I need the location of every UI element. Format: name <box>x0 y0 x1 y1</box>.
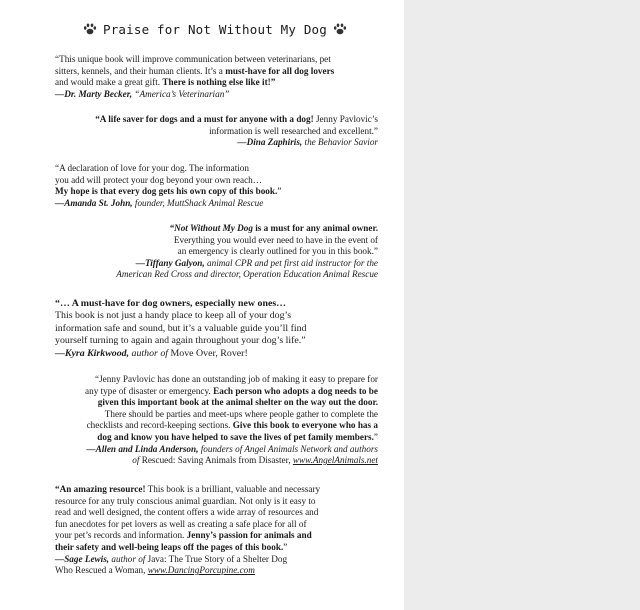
quote-line: an emergency is clearly outlined for you in this book.” <box>177 246 378 257</box>
quote-line: ” <box>277 186 282 197</box>
testimonial-galyon <box>116 223 378 281</box>
quote-line: resource for any truly conscious animal guardian. Not only is it easy to <box>55 495 316 506</box>
quote-emphasis: “… A must-have for dog owners, especially new ones… <box>55 298 287 309</box>
testimonial-becker <box>55 54 334 100</box>
quote-line: read and well designed, the content offers a wide array of resources and <box>55 507 319 518</box>
quote-line: There should be parties and meet-ups where people gather to complete the <box>104 408 378 419</box>
quote-line: ” <box>283 541 288 552</box>
paw-print-icon <box>83 23 97 35</box>
quote-line: checklists and record-keeping sections. <box>86 420 233 431</box>
book-title: Who Rescued a Woman, <box>55 565 146 576</box>
author-name: —Dr. Marty Becker, <box>55 88 133 99</box>
author-role: author of <box>109 553 146 564</box>
website-link[interactable]: www.AngelAnimals.net <box>292 455 378 466</box>
quote-emphasis: dog and know you have helped to save the lives of pet family members. <box>97 431 374 442</box>
book-title: “Not Without My Dog <box>169 223 253 233</box>
quote-line: “This unique book will improve communication between veterinarians, pet <box>55 54 331 64</box>
quote-emphasis: My hope is that every dog gets his own copy of this book. <box>55 186 278 197</box>
quote-line: yourself turning to again and again throughout your dog’s life.” <box>55 335 306 347</box>
testimonial-zaphiris <box>95 114 378 149</box>
author-name: —Sage Lewis, <box>55 553 110 564</box>
author-role: founder, MuttShack Animal Rescue <box>132 197 264 208</box>
quote-line: your pet’s records and information. <box>55 530 187 541</box>
quote-emphasis: Each person who adopts a dog needs to be <box>213 385 378 396</box>
quote-emphasis: Give this book to everyone who has a <box>232 420 378 431</box>
quote-line: This book is not just a handy place to keep all of your dog’s <box>55 310 292 322</box>
author-role: founders of Angel Animals Network and authors <box>198 443 378 454</box>
author-name: —Allen and Linda Anderson, <box>86 443 199 454</box>
author-role: of <box>132 455 140 466</box>
quote-line: any type of disaster or emergency. <box>85 385 214 396</box>
quote-emphasis: “An amazing resource! <box>55 484 146 494</box>
book-title: Java: The True Story of a Shelter Dog <box>145 553 288 564</box>
author-role: the Behavior Savior <box>302 137 378 148</box>
quote-emphasis: their safety and well-being leaps off the pages of this book. <box>55 541 284 552</box>
quote-line: fun anecdotes for pet lovers as well as creating a safe place for all of <box>55 518 307 529</box>
testimonial-lewis <box>55 484 320 577</box>
author-name: —Kyra Kirkwood, <box>55 347 130 359</box>
quote-line: information is well researched and excellent.” <box>209 125 378 136</box>
page-title <box>0 22 430 37</box>
testimonial-st-john <box>55 163 281 209</box>
author-role: author of <box>129 347 169 359</box>
quote-line: “Jenny Pavlovic has done an outstanding job of making it easy to prepare for <box>95 374 378 384</box>
book-title: Rescued: Saving Animals from Disaster, <box>139 455 291 466</box>
quote-line: information safe and sound, but it’s a valuable guide you’ll find <box>55 322 307 334</box>
quote-emphasis: There is nothing else like it!” <box>162 77 276 88</box>
quote-line: Everything you would ever need to have in the event of <box>173 234 378 245</box>
website-link[interactable]: www.DancingPorcupine.com <box>147 565 255 576</box>
book-title: Move Over, Rover! <box>168 347 248 359</box>
author-name: —Dina Zaphiris, <box>237 137 303 148</box>
quote-emphasis: given this important book at the animal shelter on the way out the door. <box>97 397 378 408</box>
author-name: —Tiffany Galyon, <box>135 257 205 268</box>
quote-emphasis: is a must for any animal owner. <box>252 223 378 233</box>
title-text: Praise for Not Without My Dog <box>102 22 328 37</box>
quote-line: This book is a brilliant, valuable and necessary <box>145 484 321 494</box>
quote-line: you add will protect your dog beyond your own reach… <box>55 174 262 185</box>
author-name: —Amanda St. John, <box>55 197 133 208</box>
quote-emphasis: Jenny’s passion for animals and <box>186 530 312 541</box>
testimonial-anderson <box>85 374 378 467</box>
author-role: animal CPR and pet first aid instructor for the <box>204 257 378 268</box>
paw-print-icon <box>333 23 347 35</box>
quote-line: ” <box>373 431 378 442</box>
quote-emphasis: must-have for all dog lovers <box>225 65 335 76</box>
quote-line: Jenny Pavlovic’s <box>313 114 378 124</box>
author-role: American Red Cross and director, Operation Education Animal Rescue <box>116 269 378 280</box>
quote-line: sitters, kennels, and their human clients. It’s a <box>55 65 226 76</box>
testimonial-kirkwood <box>55 298 306 360</box>
quote-line: and would make a great gift. <box>55 77 163 88</box>
quote-line: “A declaration of love for your dog. The information <box>55 163 249 173</box>
quote-emphasis: “A life saver for dogs and a must for anyone with a dog! <box>95 114 314 124</box>
author-role: “America’s Veterinarian” <box>132 88 230 99</box>
